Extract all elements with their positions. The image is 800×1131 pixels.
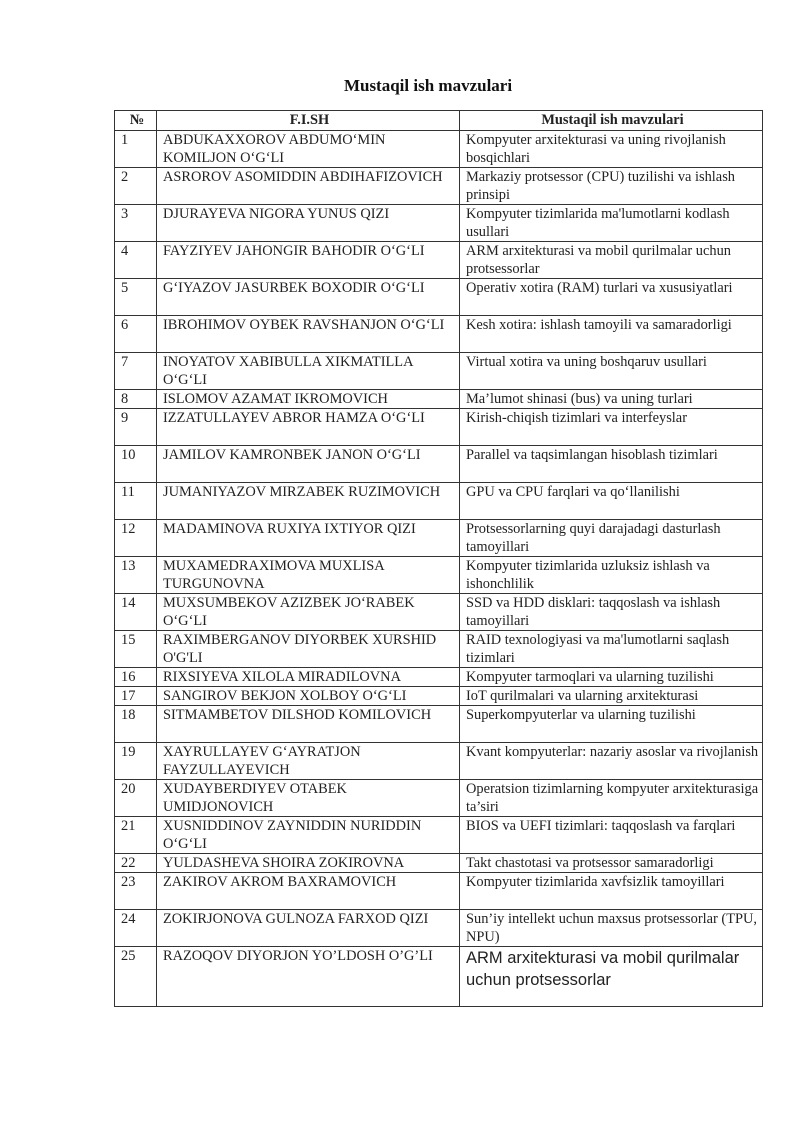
topic-title: Kesh xotira: ishlash tamoyili va samaradorligi (460, 316, 763, 353)
table-row (115, 168, 763, 205)
student-name: XUDAYBERDIYEV OTABEK UMIDJONOVICH (157, 780, 460, 817)
student-name: MADAMINOVA RUXIYA IXTIYOR QIZI (157, 520, 460, 557)
row-number: 18 (115, 706, 157, 743)
student-name: DJURAYEVA NIGORA YUNUS QIZI (157, 205, 460, 242)
table-row (115, 706, 763, 743)
table-row (115, 631, 763, 668)
row-number: 16 (115, 668, 157, 687)
topic-title: ARM arxitekturasi va mobil qurilmalar uchun protsessorlar (460, 242, 763, 279)
student-name: MUXAMEDRAXIMOVA MUXLISA TURGUNOVNA (157, 557, 460, 594)
student-name: IBROHIMOV OYBEK RAVSHANJON O‘G‘LI (157, 316, 460, 353)
table-row (115, 520, 763, 557)
student-name: RIXSIYEVA XILOLA MIRADILOVNA (157, 668, 460, 687)
table-row (115, 594, 763, 631)
topic-title: Kompyuter tizimlarida uzluksiz ishlash va ishonchlilik (460, 557, 763, 594)
topic-title: RAID texnologiyasi va ma'lumotlarni saqlash tizimlari (460, 631, 763, 668)
student-name: INOYATOV XABIBULLA XIKMATILLA O‘G‘LI (157, 353, 460, 390)
table-row (115, 390, 763, 409)
table-row (115, 409, 763, 446)
row-number: 21 (115, 817, 157, 854)
student-name: ZAKIROV AKROM BAXRAMOVICH (157, 873, 460, 910)
row-number: 5 (115, 279, 157, 316)
row-number: 12 (115, 520, 157, 557)
topic-title: Protsessorlarning quyi darajadagi dasturlash tamoyillari (460, 520, 763, 557)
table-row (115, 687, 763, 706)
topics-table (114, 110, 763, 1007)
topic-title: Kompyuter tizimlarida xavfsizlik tamoyillari (460, 873, 763, 910)
topic-title: GPU va CPU farqlari va qo‘llanilishi (460, 483, 763, 520)
student-name: G‘IYAZOV JASURBEK BOXODIR O‘G‘LI (157, 279, 460, 316)
row-number: 15 (115, 631, 157, 668)
table-row (115, 557, 763, 594)
table-row (115, 279, 763, 316)
student-name: XUSNIDDINOV ZAYNIDDIN NURIDDIN O‘G‘LI (157, 817, 460, 854)
table-row (115, 780, 763, 817)
table-row (115, 483, 763, 520)
row-number: 9 (115, 409, 157, 446)
row-number: 2 (115, 168, 157, 205)
header-name: F.I.SH (157, 111, 460, 131)
topic-title: Kompyuter arxitekturasi va uning rivojlanish bosqichlari (460, 131, 763, 168)
student-name: ISLOMOV AZAMAT IKROMOVICH (157, 390, 460, 409)
row-number: 11 (115, 483, 157, 520)
student-name: XAYRULLAYEV G‘AYRATJON FAYZULLAYEVICH (157, 743, 460, 780)
student-name: SITMAMBETOV DILSHOD KOMILOVICH (157, 706, 460, 743)
student-name: ZOKIRJONOVA GULNOZA FARXOD QIZI (157, 910, 460, 947)
topic-title: BIOS va UEFI tizimlari: taqqoslash va farqlari (460, 817, 763, 854)
row-number: 14 (115, 594, 157, 631)
table-row (115, 854, 763, 873)
table-row (115, 131, 763, 168)
topic-title: Kirish-chiqish tizimlari va interfeyslar (460, 409, 763, 446)
row-number: 4 (115, 242, 157, 279)
student-name: IZZATULLAYEV ABROR HAMZA O‘G‘LI (157, 409, 460, 446)
topic-title: Parallel va taqsimlangan hisoblash tizimlari (460, 446, 763, 483)
topic-title: Kvant kompyuterlar: nazariy asoslar va rivojlanish (460, 743, 763, 780)
topic-title: Virtual xotira va uning boshqaruv usullari (460, 353, 763, 390)
topic-title: Sun’iy intellekt uchun maxsus protsessorlar (TPU, NPU) (460, 910, 763, 947)
row-number: 22 (115, 854, 157, 873)
header-number: № (115, 111, 157, 131)
student-name: ASROROV ASOMIDDIN ABDIHAFIZOVICH (157, 168, 460, 205)
table-row (115, 947, 763, 1007)
row-number: 23 (115, 873, 157, 910)
page-title: Mustaqil ish mavzulari (343, 76, 513, 95)
topic-title: Operatsion tizimlarning kompyuter arxitekturasiga ta’siri (460, 780, 763, 817)
student-name: ABDUKAXXOROV ABDUMO‘MIN KOMILJON O‘G‘LI (157, 131, 460, 168)
header-topic: Mustaqil ish mavzulari (460, 111, 763, 131)
topic-title: SSD va HDD disklari: taqqoslash va ishlash tamoyillari (460, 594, 763, 631)
table-row (115, 205, 763, 242)
row-number: 3 (115, 205, 157, 242)
topic-title: IoT qurilmalari va ularning arxitekturasi (460, 687, 763, 706)
row-number: 13 (115, 557, 157, 594)
table-row (115, 668, 763, 687)
row-number: 20 (115, 780, 157, 817)
topic-title: ARM arxitekturasi va mobil qurilmalar uchun protsessorlar (460, 947, 763, 1007)
student-name: MUXSUMBEKOV AZIZBEK JO‘RABEK O‘G‘LI (157, 594, 460, 631)
row-number: 19 (115, 743, 157, 780)
table-row (115, 242, 763, 279)
row-number: 10 (115, 446, 157, 483)
table-row (115, 446, 763, 483)
topic-title: Kompyuter tarmoqlari va ularning tuzilishi (460, 668, 763, 687)
topic-title: Takt chastotasi va protsessor samaradorligi (460, 854, 763, 873)
topic-title: Markaziy protsessor (CPU) tuzilishi va ishlash prinsipi (460, 168, 763, 205)
topic-title: Operativ xotira (RAM) turlari va xususiyatlari (460, 279, 763, 316)
student-name: RAXIMBERGANOV DIYORBEK XURSHID O'G'LI (157, 631, 460, 668)
student-name: YULDASHEVA SHOIRA ZOKIROVNA (157, 854, 460, 873)
row-number: 1 (115, 131, 157, 168)
student-name: JAMILOV KAMRONBEK JANON O‘G‘LI (157, 446, 460, 483)
row-number: 25 (115, 947, 157, 1007)
row-number: 8 (115, 390, 157, 409)
table-row (115, 353, 763, 390)
row-number: 24 (115, 910, 157, 947)
table-row (115, 743, 763, 780)
topic-title: Kompyuter tizimlarida ma'lumotlarni kodlash usullari (460, 205, 763, 242)
student-name: SANGIROV BEKJON XOLBOY O‘G‘LI (157, 687, 460, 706)
table-row (115, 873, 763, 910)
row-number: 7 (115, 353, 157, 390)
topic-title: Superkompyuterlar va ularning tuzilishi (460, 706, 763, 743)
row-number: 6 (115, 316, 157, 353)
student-name: JUMANIYAZOV MIRZABEK RUZIMOVICH (157, 483, 460, 520)
topic-title: Ma’lumot shinasi (bus) va uning turlari (460, 390, 763, 409)
table-row (115, 316, 763, 353)
student-name: FAYZIYEV JAHONGIR BAHODIR O‘G‘LI (157, 242, 460, 279)
table-row (115, 817, 763, 854)
row-number: 17 (115, 687, 157, 706)
table-row (115, 910, 763, 947)
table-header-row (115, 111, 763, 131)
student-name: RAZOQOV DIYORJON YO’LDOSH O’G’LI (157, 947, 460, 1007)
